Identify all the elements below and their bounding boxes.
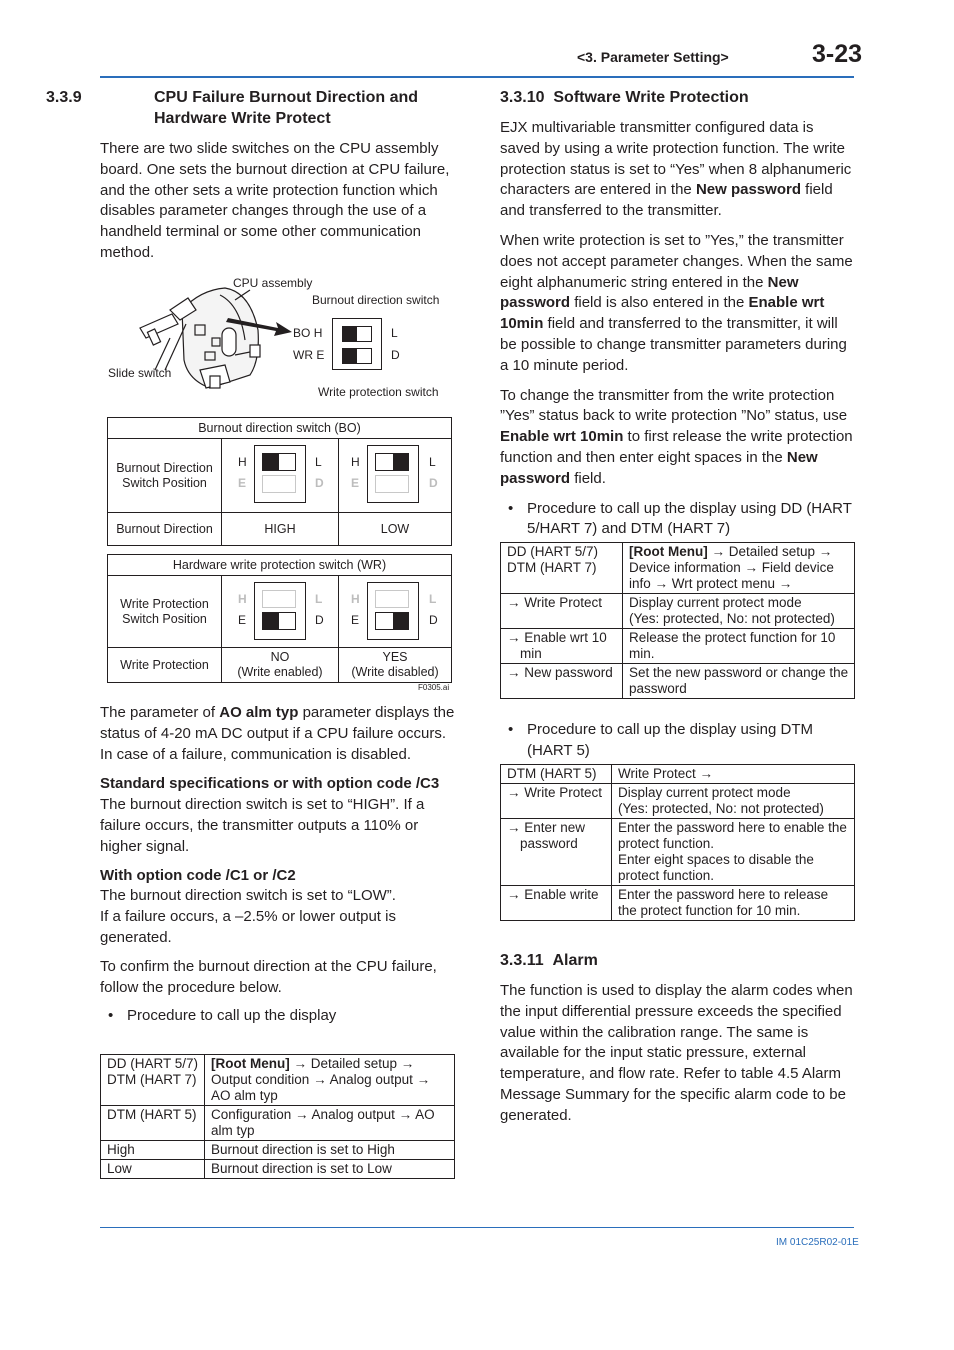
header-rule xyxy=(100,76,854,78)
bo-knob xyxy=(263,454,279,470)
d-label: D xyxy=(429,613,438,627)
alarm-paragraph: The function is used to display the alarm codes when the input differential pressure exceeds the specified value within the calibration range. The same is available for the input static pressure, external temperature, and flow rate. Refer to table 4.5 Alarm Message Summary for the specific alarm code to be generated. xyxy=(500,982,853,1124)
wr-position-label: Write Protection Switch Position xyxy=(108,576,222,648)
document-code: IM 01C25R02-01E xyxy=(776,1237,859,1248)
running-header: <3. Parameter Setting> xyxy=(577,49,729,65)
dtm-procedure-table xyxy=(500,764,855,921)
cell-enable-write: → Enable write xyxy=(501,886,612,921)
bo-slot xyxy=(375,590,409,608)
slide-switch-label: Slide switch xyxy=(108,366,172,380)
cell-dtm-hart5: DTM (HART 5) xyxy=(101,1106,205,1141)
right-column-bottom xyxy=(500,950,856,1136)
wr-slot xyxy=(375,475,409,493)
bo-low-position xyxy=(339,439,452,513)
standard-spec-paragraph: Standard specifications or with option code /C3 The burnout direction switch is set to “HIGH”. If a failure occurs, the transmitter outputs a 110% or higher signal. xyxy=(100,775,440,855)
bo-slot xyxy=(342,326,372,342)
cell-low-desc: Burnout direction is set to Low xyxy=(205,1160,455,1179)
wr-slot xyxy=(262,475,296,493)
write-protection-p1: EJX multivariable transmitter configured data is saved by using a write protection function. The write protection status is set to “Yes” when 8 alphanumeric characters are entered in the New password field and transferred to the transmitter. xyxy=(500,119,852,220)
ao-alm-typ-paragraph: The parameter of AO alm typ parameter displays the status of 4-20 mA DC output if a CPU failure occurs. In case of a failure, communication is disabled. xyxy=(100,704,455,763)
wr-yes-value: YES (Write disabled) xyxy=(339,648,452,683)
bo-label: BO H xyxy=(293,326,323,340)
cell-new-password: → New password xyxy=(501,664,623,699)
wr-no-position xyxy=(222,576,339,648)
cell-high-desc: Burnout direction is set to High xyxy=(205,1141,455,1160)
burnout-procedure-table xyxy=(100,1054,455,1179)
section-3-3-10-heading: 3.3.10 Software Write Protection xyxy=(500,89,749,106)
e-label: E xyxy=(238,476,247,490)
l-label: L xyxy=(315,592,323,606)
wr-d-label: D xyxy=(391,348,400,362)
cell-write-protect: → Write Protect xyxy=(501,784,612,819)
cell-enable-write-desc: Enter the password here to release the protect function for 10 min. xyxy=(612,886,855,921)
d-label: D xyxy=(429,476,438,490)
cell-enter-new-password-desc: Enter the password here to enable the protect function. Enter eight spaces to disable the protect function. xyxy=(612,819,855,886)
bo-direction-label: Burnout Direction xyxy=(108,513,222,546)
right-column-top xyxy=(500,87,856,542)
wr-knob xyxy=(343,349,357,363)
cell-write-protect-path: Write Protect → xyxy=(612,765,855,784)
left-column-top xyxy=(46,87,456,273)
page-number: 3-23 xyxy=(812,40,863,68)
section-3-3-11-heading: 3.3.11 Alarm xyxy=(500,952,598,969)
bo-high-value: HIGH xyxy=(222,513,339,546)
procedure-dd-bullet: • Procedure to call up the display using DD (HART 5/HART 7) and DTM (HART 7) xyxy=(500,499,856,541)
procedure-bullet: • Procedure to call up the display xyxy=(100,1006,456,1027)
write-switch-label: Write protection switch xyxy=(318,385,439,399)
bo-low-value: LOW xyxy=(339,513,452,546)
cell-enable-wrt: → Enable wrt 10 min xyxy=(501,629,623,664)
dd-procedure-table xyxy=(500,542,855,699)
wr-protection-label: Write Protection xyxy=(108,648,222,683)
figure-file-id: F0305.ai xyxy=(418,683,450,692)
wr-slot xyxy=(342,348,372,364)
write-table-caption: Hardware write protection switch (WR) xyxy=(108,555,452,576)
bo-knob xyxy=(343,327,357,341)
write-protect-table xyxy=(107,554,452,683)
cell-enter-new-password: → Enter new password xyxy=(501,819,612,886)
wr-knob xyxy=(263,613,279,629)
left-column-bottom xyxy=(100,703,456,1027)
wr-slot xyxy=(375,612,409,630)
cell-root-menu-path: [Root Menu] → Detailed setup → Output condition → Analog output → AO alm typ xyxy=(205,1055,455,1106)
cell-configuration-path: Configuration → Analog output → AO alm typ xyxy=(205,1106,455,1141)
burnout-table-caption: Burnout direction switch (BO) xyxy=(108,418,452,439)
wr-label: WR E xyxy=(293,348,325,362)
option-code-paragraph: With option code /C1 or /C2 The burnout direction switch is set to “LOW”. If a failure occurs, a –2.5% or lower output is generated. xyxy=(100,866,396,946)
switch-figure xyxy=(100,270,456,700)
procedure-dtm-bullet: • Procedure to call up the display using DTM (HART 5) xyxy=(500,720,856,762)
cell-write-protect-desc: Display current protect mode (Yes: protected, No: not protected) xyxy=(623,594,855,629)
e-label: E xyxy=(351,613,360,627)
l-label: L xyxy=(429,455,436,469)
wr-slot xyxy=(262,612,296,630)
cell-high: High xyxy=(101,1141,205,1160)
cell-dd-dtm: DD (HART 5/7) DTM (HART 7) xyxy=(501,543,623,594)
bo-position-label: Burnout Direction Switch Position xyxy=(108,439,222,513)
cpu-assembly-label: CPU assembly xyxy=(233,276,313,290)
cell-write-protect-desc: Display current protect mode (Yes: protected, No: not protected) xyxy=(612,784,855,819)
h-label: H xyxy=(238,592,247,606)
e-label: E xyxy=(351,476,360,490)
bo-high-position xyxy=(222,439,339,513)
wr-knob xyxy=(393,613,409,629)
h-label: H xyxy=(351,592,360,606)
cell-new-password-desc: Set the new password or change the password xyxy=(623,664,855,699)
section-3-3-9-intro: There are two slide switches on the CPU assembly board. One sets the burnout direction at CPU failure, and the other sets a write protection function which disables parameter changes through the use of a handheld terminal or some other communication method. xyxy=(100,140,450,261)
cell-enable-wrt-desc: Release the protect function for 10 min. xyxy=(623,629,855,664)
d-label: D xyxy=(315,613,324,627)
wr-yes-position xyxy=(339,576,452,648)
cell-root-menu-path: [Root Menu] → Detailed setup → Device information → Field device info → Wrt protect menu → xyxy=(623,543,855,594)
write-protection-p2: When write protection is set to ”Yes,” the transmitter does not accept parameter changes. When the same eight alphanumeric string entered in the New password field is also entered in the Enable wrt 10min field and transferred to the transmitter, it will be possible to change transmitter parameters during a 10 minute period. xyxy=(500,231,853,374)
right-column-mid xyxy=(500,720,856,764)
bo-l-label: L xyxy=(391,326,398,340)
l-label: L xyxy=(429,592,437,606)
cell-low: Low xyxy=(101,1160,205,1179)
cell-write-protect: → Write Protect xyxy=(501,594,623,629)
bo-slot xyxy=(262,590,296,608)
h-label: H xyxy=(238,455,247,469)
bo-slot xyxy=(262,453,296,471)
cell-dd-dtm: DD (HART 5/7) DTM (HART 7) xyxy=(101,1055,205,1106)
section-3-3-9-heading: 3.3.9 CPU Failure Burnout Direction and Hardware Write Protect xyxy=(46,89,419,127)
burnout-table xyxy=(107,417,452,546)
l-label: L xyxy=(315,455,322,469)
h-label: H xyxy=(351,455,360,469)
burnout-switch-label: Burnout direction switch xyxy=(312,293,440,307)
cell-dtm-hart5: DTM (HART 5) xyxy=(501,765,612,784)
bo-knob xyxy=(393,454,409,470)
confirm-paragraph: To confirm the burnout direction at the CPU failure, follow the procedure below. xyxy=(100,957,437,996)
bo-slot xyxy=(375,453,409,471)
footer-rule xyxy=(100,1227,854,1228)
wr-no-value: NO (Write enabled) xyxy=(222,648,339,683)
write-protection-p3: To change the transmitter from the write protection ”Yes” status back to write protection ”No” status, use Enable wrt 10min to first release the write protection function and then enter eight spaces in the New password field. xyxy=(500,386,853,487)
e-label: E xyxy=(238,613,247,627)
d-label: D xyxy=(315,476,324,490)
